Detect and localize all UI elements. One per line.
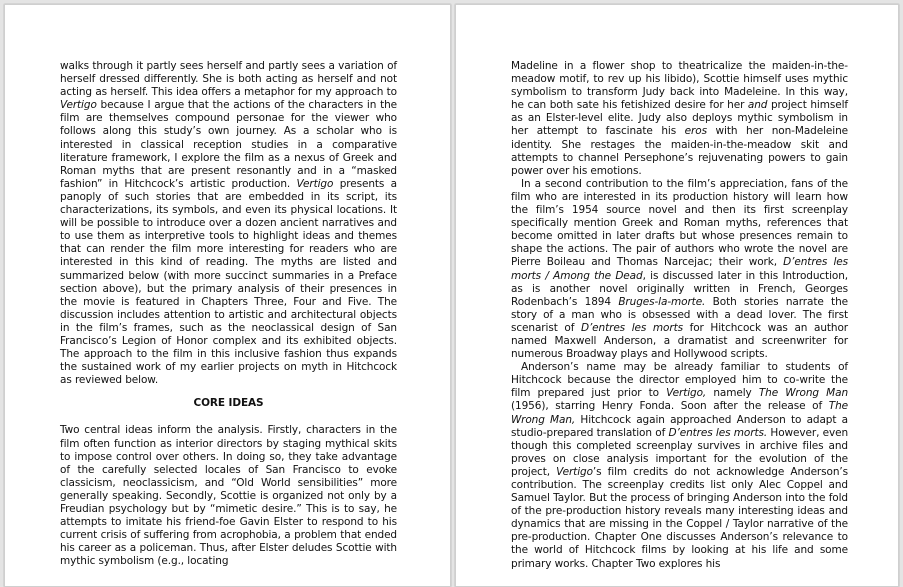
text-run: ’s film credits do not acknowledge Anderson’s contribution. The screenplay credits list only Alec Coppel and Samuel Taylor. But the process of bringing Anderson into the fold of the pre-production history reveals many interesting ideas and dynamics that are missing in the Coppel / Taylor narrative of the pre-production. Chapter One discusses Anderson’s relevance to the world of Hitchcock films by looking at his life and some primary works. Chapter Two explores his [511,465,848,570]
italic-title: D’entres les morts [580,321,683,334]
text-run: Both stories narrate the story of a man who is obsessed with a dead lover. The first scenarist of [511,295,848,334]
body-paragraph [511,60,848,178]
italic-title: Vertigo [60,99,97,112]
body-paragraph [60,60,397,387]
italic-title: The Wrong Man [758,387,848,400]
text-run: (1956), starring Henry Fonda. Soon after the release of [511,400,829,413]
italic-title: Vertigo [556,465,593,478]
left-page [4,4,451,587]
text-run: Madeline in a flower shop to theatricalize the maiden-in-the-meadow motif, to rev up his libido), Scottie himself uses mythic symbolism to transform Judy back into Madeleine. In this way, he can both sate his fetishized desire for her [511,60,848,112]
body-paragraph [511,178,848,361]
text-run: presents a panoply of such stories that are embedded in its script, its characterizations, its symbols, and even its physical locations. It will be possible to introduce over a dozen ancient narratives and to use them as interpretive tools to highlight ideas and themes that can render the film more interesting for readers who are interested in this kind of reading. The myths are listed and summarized below (with more succinct summaries in a Preface section above), but the primary analysis of their presences in the movie is featured in Chapters Three, Four and Five. The discussion includes attention to artistic and architectural objects in the film’s frames, such as the neoclassical design of San Francisco’s Legion of Honor complex and its exhibited objects. The approach to the film in this inclusive fashion thus expands the sustained work of my earlier projects on myth in Hitchcock as reviewed below. [60,177,397,387]
italic-title: Vertigo, [666,387,707,400]
italic-title: Vertigo [296,177,334,190]
section-heading: CORE IDEAS [193,397,264,410]
body-paragraph [511,361,848,571]
right-page [455,4,899,587]
text-run: In a second contribution to the film’s appreciation, fans of the film who are interested in its production history will learn how the film’s 1954 source novel and then its first screenplay specifically mention Greek and Roman myths, references that become omitted in later drafts but whose presences remain to shape the actions. The pair of authors who wrote the novel are Pierre Boileau and Thomas Narcejac; their work, [511,177,848,269]
text-run: for Hitchcock was an author named Maxwell Anderson, a dramatist and screenwriter for numerous Broadway plays and Hollywood scripts. [511,321,848,361]
text-run: because I argue that the actions of the characters in the film are themselves compound personae for the viewer who follows along this study’s own journey. As a scholar who is interested in classical reception studies in a comparative literature framework, I explore the film as a nexus of Greek and Roman myths that are present resonantly and in a “masked fashion” in Hitchcock’s artistic production. [60,99,397,190]
text-run: walks through it partly sees herself and partly sees a variation of herself dressed differently. She is both acting as herself and not acting as herself. This idea offers a metaphor for my approach to [60,60,397,99]
text-run: Anderson’s name may be already familiar to students of Hitchcock because the director employed him to co-write the film prepared just prior to [511,361,848,400]
italic-word: and [747,99,768,112]
text-run: , is discussed later in this Introduction, as is another novel originally written in French, Georges Rodenbach’s 1894 [511,269,849,308]
body-paragraph: Two central ideas inform the analysis. Firstly, characters in the film often function as interior directors by staging mythical skits to impose control over others. In doing so, they take advantage of the carefully selected locales of San Francisco to evoke classicism, neoclassicism, and “Old World sensibilities” more generally speaking. Secondly, Scottie is organized not only by a Freudian psychology but by “mimetic desire.” This is to say, he attempts to imitate his friend-foe Gavin Elster to respond to his current crisis of suffering from acrophobia, a problem that ended his career as a policeman. Thus, after Elster deludes Scottie with mythic symbolism (e.g., locating [60,424,397,568]
text-run: Hitchcock again approached Anderson to adapt a studio-prepared translation of [511,413,849,439]
text-run: However, even though this completed screenplay survives in archive files and proves on close analysis important for the evolution of the project, [511,426,849,478]
left-page-text [60,60,397,568]
text-run: namely [706,387,759,400]
text-run: with her non-Madeleine identity. She restages the maiden-in-the-meadow skit and attempts to channel Persephone’s rejuvenating powers to gain power over his emotions. [511,125,848,177]
text-run: project himself as an Elster-level elite. Judy also deploys mythic symbolism in her attempt to fascinate his [511,99,848,138]
right-page-text [511,60,848,571]
italic-title: D’entres les morts / Among the Dead [511,256,848,282]
italic-title: Bruges-la-morte. [618,295,706,308]
italic-title: The Wrong Man, [511,400,848,426]
italic-word: eros [684,125,707,138]
italic-title: D’entres les morts. [668,426,768,439]
